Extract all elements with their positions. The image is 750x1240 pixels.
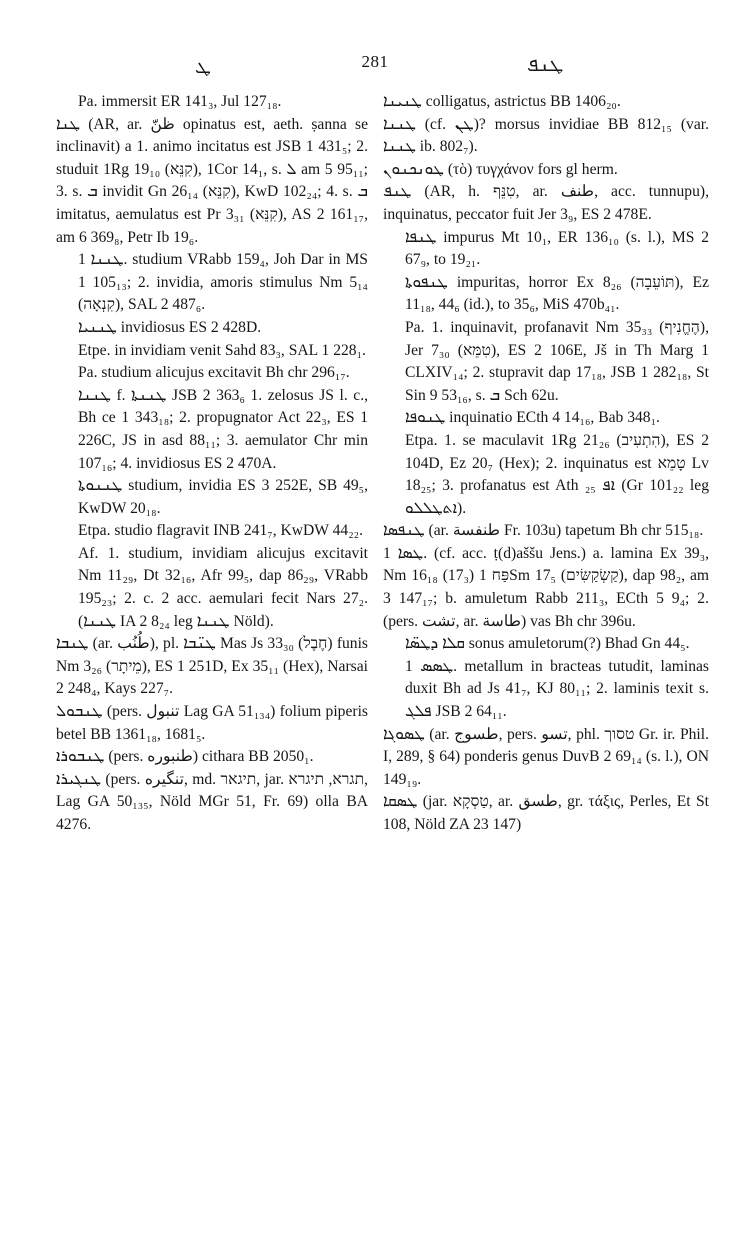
dictionary-entry: ܛܢܢܐ 1. studium VRabb 159₄, Joh Dar in MS 1 105₁₃; 2. invidia, amoris stimulus Nm 5₁₄ (קִנְאָה), SAL 2 487₆. [78,251,368,314]
left-column [56,91,368,837]
dictionary-entry: ܛܢܒܘܠ (pers. تنبول Lag GA 51₁₃₄) folium piperis betel BB 1361₁₈, 1681₅. [56,703,368,743]
dictionary-entry: ܛܣܘܓܐ (ar. طسوج, pers. تسو, phl. טסוך Gr. ir. Phil. I, 289, § 64) ponderis genus DuvB 2 69₁₄ (s. l.), ON 149₁₉. [383,725,709,788]
dictionary-entry: ܛܢܦ (AR, h. טִנֵּף, ar. طنف, acc. tunnupu), inquinatus, peccator fuit Jer 3₉, ES 2 478E. [383,183,709,223]
dictionary-entry: ܛܢܢܐ (cf. ܛܢ)? morsus invidiae BB 812₁₅ (var. ܛܢܢܐ ib. 802₇). [383,115,709,156]
dictionary-entry: ܛܣܐ 1. (cf. acc. ṭ(d)aššu Jens.) a. lamina Ex 39₃, Nm 16₁₈ (17₃) פַּח 1Sm 17₅ (קַשְׂקַשִּׂים), dap 98₂, am 3 147₁₇; b. amuletum Rabb 211₃, ECth 5 9₄; 2. (pers. تشت, ar. طاسة) vas Bh chr 396u. [383,544,709,630]
dictionary-entry: ܛܣܩܐ (jar. טַסְקָא, ar. طسق, gr. τάξις, Perles, Et St 108, Nöld ZA 23 147) [383,793,709,833]
dictionary-entry: ܛܢܐ (AR, ar. ظنّ opinatus est, aeth. ṣanna se inclinavit) a 1. animo incitatus est JSB 1 431₅; 2. studuit 1Rg 19₁₀ (קִנֵּא), 1Cor 14₁, s. ܠ am 5 95₁₁; 3. s. ܒ invidit Gn 26₁₄ (קִנֵּא), KwD 102₂₄; 4. s. ܒ imitatus, aemulatus est Pr 3₃₁ (קִנֵּא), AS 2 161₁₇, am 6 369₈, Petr Ib 19₆. [56,115,369,246]
header-right-word: ܛܢܦ [527,54,564,76]
dictionary-entry: Af. 1. studium, invidiam alicujus excitavit Nm 11₂₉, Dt 32₁₆, Afr 99₅, dap 86₂₉, VRabb 195₂₃; 2. c. 2 acc. aemulari fecit Nars 27₂. (ܛܢܢܐ IA 2 8₂₄ leg ܛܢܢܐ Nöld). [78,544,368,630]
dictionary-entry: Pa. 1. inquinavit, profanavit Nm 35₃₃ (הֶחֱנִיף), Jer 7₃₀ (טִמֵּא), ES 2 106E, Jš in Th Marg 1 CLXIV₁₄; 2. stupravit dap 17₁₈, JSB 1 282₁₈, St Sin 9 53₁₆, s. ܒ Sch 62u. [405,318,710,404]
page-number: 281 [361,52,389,71]
dictionary-entry: ܛܢܒܐ (ar. طُنُب), pl. ܛܢ̈ܒܐ Mas Js 33₃₀ (חֶבֶל) funis Nm 3₂₆ (מֵיתָר), ES 1 251D, Ex 35₁₁ (Hex), Narsai 2 248₄, Kays 227₇. [56,635,369,698]
right-column [383,91,709,837]
dictionary-entry: ܛܢܢܘܬܐ studium, invidia ES 3 252E, SB 49₅, KwDW 20₁₈. [78,477,368,517]
dictionary-entry: ܛܣܣ 1. metallum in bracteas tutudit, laminas duxit Bh ad Js 41₇, KJ 80₁₁; 2. laminis texit s. ܦܠܓ JSB 2 64₁₁. [405,657,709,721]
dictionary-entry: Etpa. 1. se maculavit 1Rg 21₂₆ (הִתְעִיב), ES 2 104D, Ez 20₇ (Hex); 2. inquinatus est טָמֵא Lv 18₂₅; 3. profanatus est Ath ܐܦ ₂₅ (Gr 101₂₂ leg ܐܬܛܠܠܘ). [405,431,709,517]
dictionary-entry: Etpe. in invidiam venit Sahd 83₃, SAL 1 228₁. [78,341,366,359]
dictionary-entry: Pa. immersit ER 141₃, Jul 127₁₈. [78,93,282,110]
dictionary-entry: ܛܢܢܝܐ invidiosus ES 2 428D. [78,318,262,336]
dictionary-entry: ܛܢܦܐ impurus Mt 10₁, ER 136₁₀ (s. l.), MS 2 67₉, to 19₂₁. [405,228,709,269]
dictionary-entry: ܛܢܓܝܪܐ (pers. تنگيره, md. תיגאר, jar. תגרא, תיגרא, Lag GA 50₁₃₅, Nöld MGr 51, Fr. 69) olla BA 4276. [56,770,368,833]
dictionary-entry: ܛܢܒܘܪܐ (pers. طنبوره) cithara BB 2050₁. [56,748,314,766]
dictionary-entry: ܛܢܝܢܐ colligatus, astrictus BB 1406₂₀. [383,93,621,110]
dictionary-entry: Pa. studium alicujus excitavit Bh chr 296₁₇. [78,364,350,382]
dictionary-entry: ܛܢܢܐ f. ܛܢܢܬܐ JSB 2 363₆ 1. zelosus JS l. c., Bh ce 1 343₁₈; 2. propugnator Act 22₃, ES 1 226C, JS in asd 88₁₁; 3. aemulator Chr min 107₁₆; 4. invidiosus ES 2 470A. [78,386,369,472]
dictionary-entry: ܛܘܢܟܢܘܢ (τὸ) τυγχάνον fors gl herm. [383,160,618,178]
dictionary-entry: Etpa. studio flagravit INB 241₇, KwDW 44₂₂. [78,522,363,540]
page-header [0,52,750,80]
dictionary-entry: ܛܢܘܦܐ inquinatio ECth 4 14₁₆, Bab 348₁. [405,409,660,427]
dictionary-entry: ܛܢܦܘܬܐ impuritas, horror Ex 8₂₆ (תּוֹעֵבָה), Ez 11₁₈, 44₆ (id.), to 35₆, MiS 470b₄₁. [405,273,709,314]
dictionary-entry: ܛܢܦܣܐ (ar. طنفسة Fr. 103u) tapetum Bh chr 515₁₈. [383,522,704,540]
header-left-letter: ܛ [195,56,211,78]
dictionary-entry: ܩܠܐ ܕܛܣ̈ܐ sonus amuletorum(?) Bhad Gn 44₅. [405,635,690,653]
